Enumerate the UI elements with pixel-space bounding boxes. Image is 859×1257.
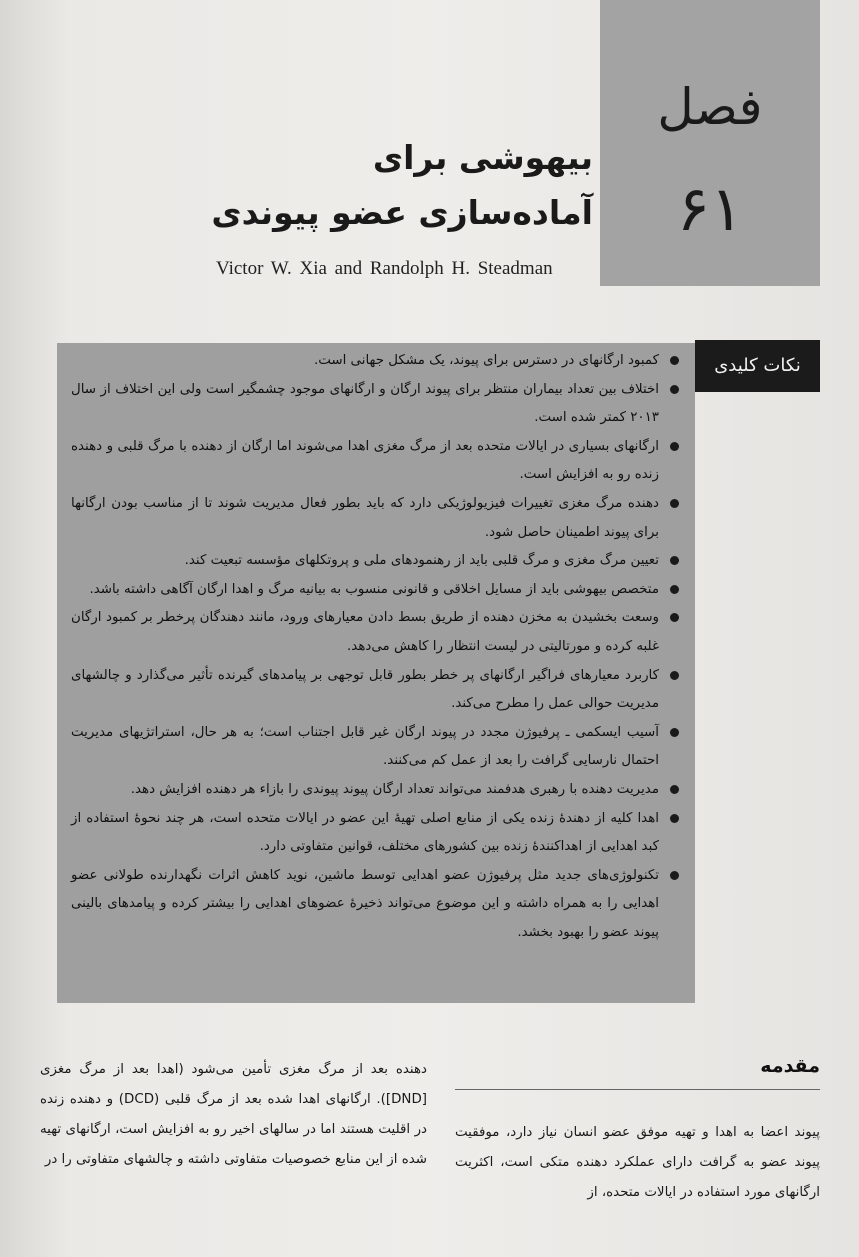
chapter-number: ۶۱ bbox=[676, 172, 744, 245]
key-point-text: اهدا کلیه از دهندهٔ زنده یکی از منابع اصلی تهیهٔ این عضو در ایالات متحده است، هر چند نحوهٔ استفاده از کبد اهدایی از اهداکنندهٔ زنده بین کشورهای مختلف، قوانین متفاوتی دارد. bbox=[71, 810, 659, 855]
key-points-list bbox=[71, 347, 681, 947]
key-points-label: نکات کلیدی bbox=[695, 340, 820, 392]
key-point bbox=[71, 604, 681, 661]
key-point-text: مدیریت دهنده با رهبری هدفمند می‌تواند تعداد ارگان پیوند پیوندی را بازاء هر دهنده افزایش دهد. bbox=[130, 781, 659, 797]
bullet-icon bbox=[670, 785, 679, 794]
section-heading-introduction: مقدمه bbox=[760, 1055, 820, 1077]
key-point bbox=[71, 347, 681, 376]
key-point bbox=[71, 805, 681, 862]
key-point-text: آسیب ایسکمی ـ پرفیوژن مجدد در پیوند ارگان غیر قابل اجتناب است؛ به هر حال، استراتژیهای مدیریت احتمال نارسایی گرافت را بعد از عمل کم می‌کنند. bbox=[71, 724, 659, 769]
chapter-title bbox=[33, 130, 593, 240]
chapter-title-line2: آماده‌سازی عضو پیوندی bbox=[211, 193, 593, 232]
key-point-text: کمبود ارگانهای در دسترس برای پیوند، یک مشکل جهانی است. bbox=[313, 353, 659, 368]
key-point-text: ارگانهای بسیاری در ایالات متحده بعد از مرگ مغزی اهدا می‌شوند اما ارگان از دهنده با مرگ قلبی و دهنده زنده رو به افزایش است. bbox=[71, 438, 659, 483]
key-point-text: کاربرد معیارهای فراگیر ارگانهای پر خطر بطور قابل توجهی بر پیامدهای گیرنده تأثیر می‌گذارد و چالشهای مدیریت حوالی عمل را مطرح می‌کند. bbox=[71, 667, 659, 712]
key-points-box bbox=[57, 343, 695, 1003]
key-point bbox=[71, 547, 681, 576]
key-point bbox=[71, 376, 681, 433]
key-point bbox=[71, 776, 681, 805]
key-point-text: متخصص بیهوشی باید از مسایل اخلاقی و قانونی منسوب به بیانیه مرگ و اهدا ارگان آگاهی داشته باشد. bbox=[89, 581, 659, 597]
key-point bbox=[71, 662, 681, 719]
authors: Victor W. Xia and Randolph H. Steadman bbox=[216, 258, 553, 279]
bullet-icon bbox=[670, 671, 679, 680]
chapter-title-line1: بیهوشی برای bbox=[372, 138, 593, 177]
bullet-icon bbox=[670, 585, 679, 594]
bullet-icon bbox=[670, 385, 679, 394]
key-point-text: دهنده مرگ مغزی تغییرات فیزیولوژیکی دارد که باید بطور فعال مدیریت شوند تا از مناسب بودن ارگانها برای پیوند اطمینان حاصل شود. bbox=[71, 495, 659, 540]
bullet-icon bbox=[670, 613, 679, 622]
intro-text-right-column: پیوند اعضا به اهدا و تهیه موفق عضو انسان نیاز دارد، موفقیت پیوند عضو به گرافت دارای عملکرد دهنده متکی است، اکثریت ارگانهای مورد استفاده در ایالات متحده، از bbox=[455, 1125, 820, 1200]
bullet-icon bbox=[670, 728, 679, 737]
bullet-icon bbox=[670, 442, 679, 451]
bullet-icon bbox=[670, 871, 679, 880]
key-point bbox=[71, 490, 681, 547]
intro-text-left-column: دهنده بعد از مرگ مغزی تأمین می‌شود (اهدا بعد از مرگ مغزی [DND]). ارگانهای اهدا شده بعد از مرگ قلبی (DCD) و دهنده زنده در اقلیت هستند اما در سالهای اخیر رو به افزایش است، ارگانهای تهیه شده از این منابع خصوصیات متفاوتی داشته و چالشهای متفاوتی را در bbox=[40, 1062, 427, 1167]
chapter-box bbox=[600, 0, 820, 286]
bullet-icon bbox=[670, 814, 679, 823]
key-point bbox=[71, 862, 681, 948]
key-point-text: تعیین مرگ مغزی و مرگ قلبی باید از رهنمودهای ملی و پروتکلهای مؤسسه تبعیت کند. bbox=[184, 553, 659, 569]
key-point-text: وسعت بخشیدن به مخزن دهنده از طریق بسط دادن معیارهای ورود، مانند دهندگان پرخطر بر کمبود ارگان غلبه کرده و مورتالیتی در لیست انتظار را کاهش می‌دهد. bbox=[71, 610, 659, 654]
key-point-text: اختلاف بین تعداد بیماران منتظر برای پیوند ارگان و ارگانهای موجود چشمگیر است ولی این اختلاف از سال ۲۰۱۳ کمتر شده است. bbox=[71, 381, 659, 426]
bullet-icon bbox=[670, 556, 679, 565]
chapter-word: فصل bbox=[657, 78, 763, 136]
key-point bbox=[71, 719, 681, 776]
bullet-icon bbox=[670, 356, 679, 365]
key-point bbox=[71, 576, 681, 605]
section-divider bbox=[455, 1089, 820, 1090]
key-point bbox=[71, 433, 681, 490]
bullet-icon bbox=[670, 499, 679, 508]
key-point-text: تکنولوژی‌های جدید مثل پرفیوژن عضو اهدایی توسط ماشین، نوید کاهش اثرات نگهدارنده طولانی عضو اهدایی را به همراه داشته و این موضوع می‌تواند ذخیرهٔ عضوهای اهدایی را بیشتر کرده و پیامدهای بالینی پیوند عضو را بهبود بخشد. bbox=[71, 867, 659, 940]
